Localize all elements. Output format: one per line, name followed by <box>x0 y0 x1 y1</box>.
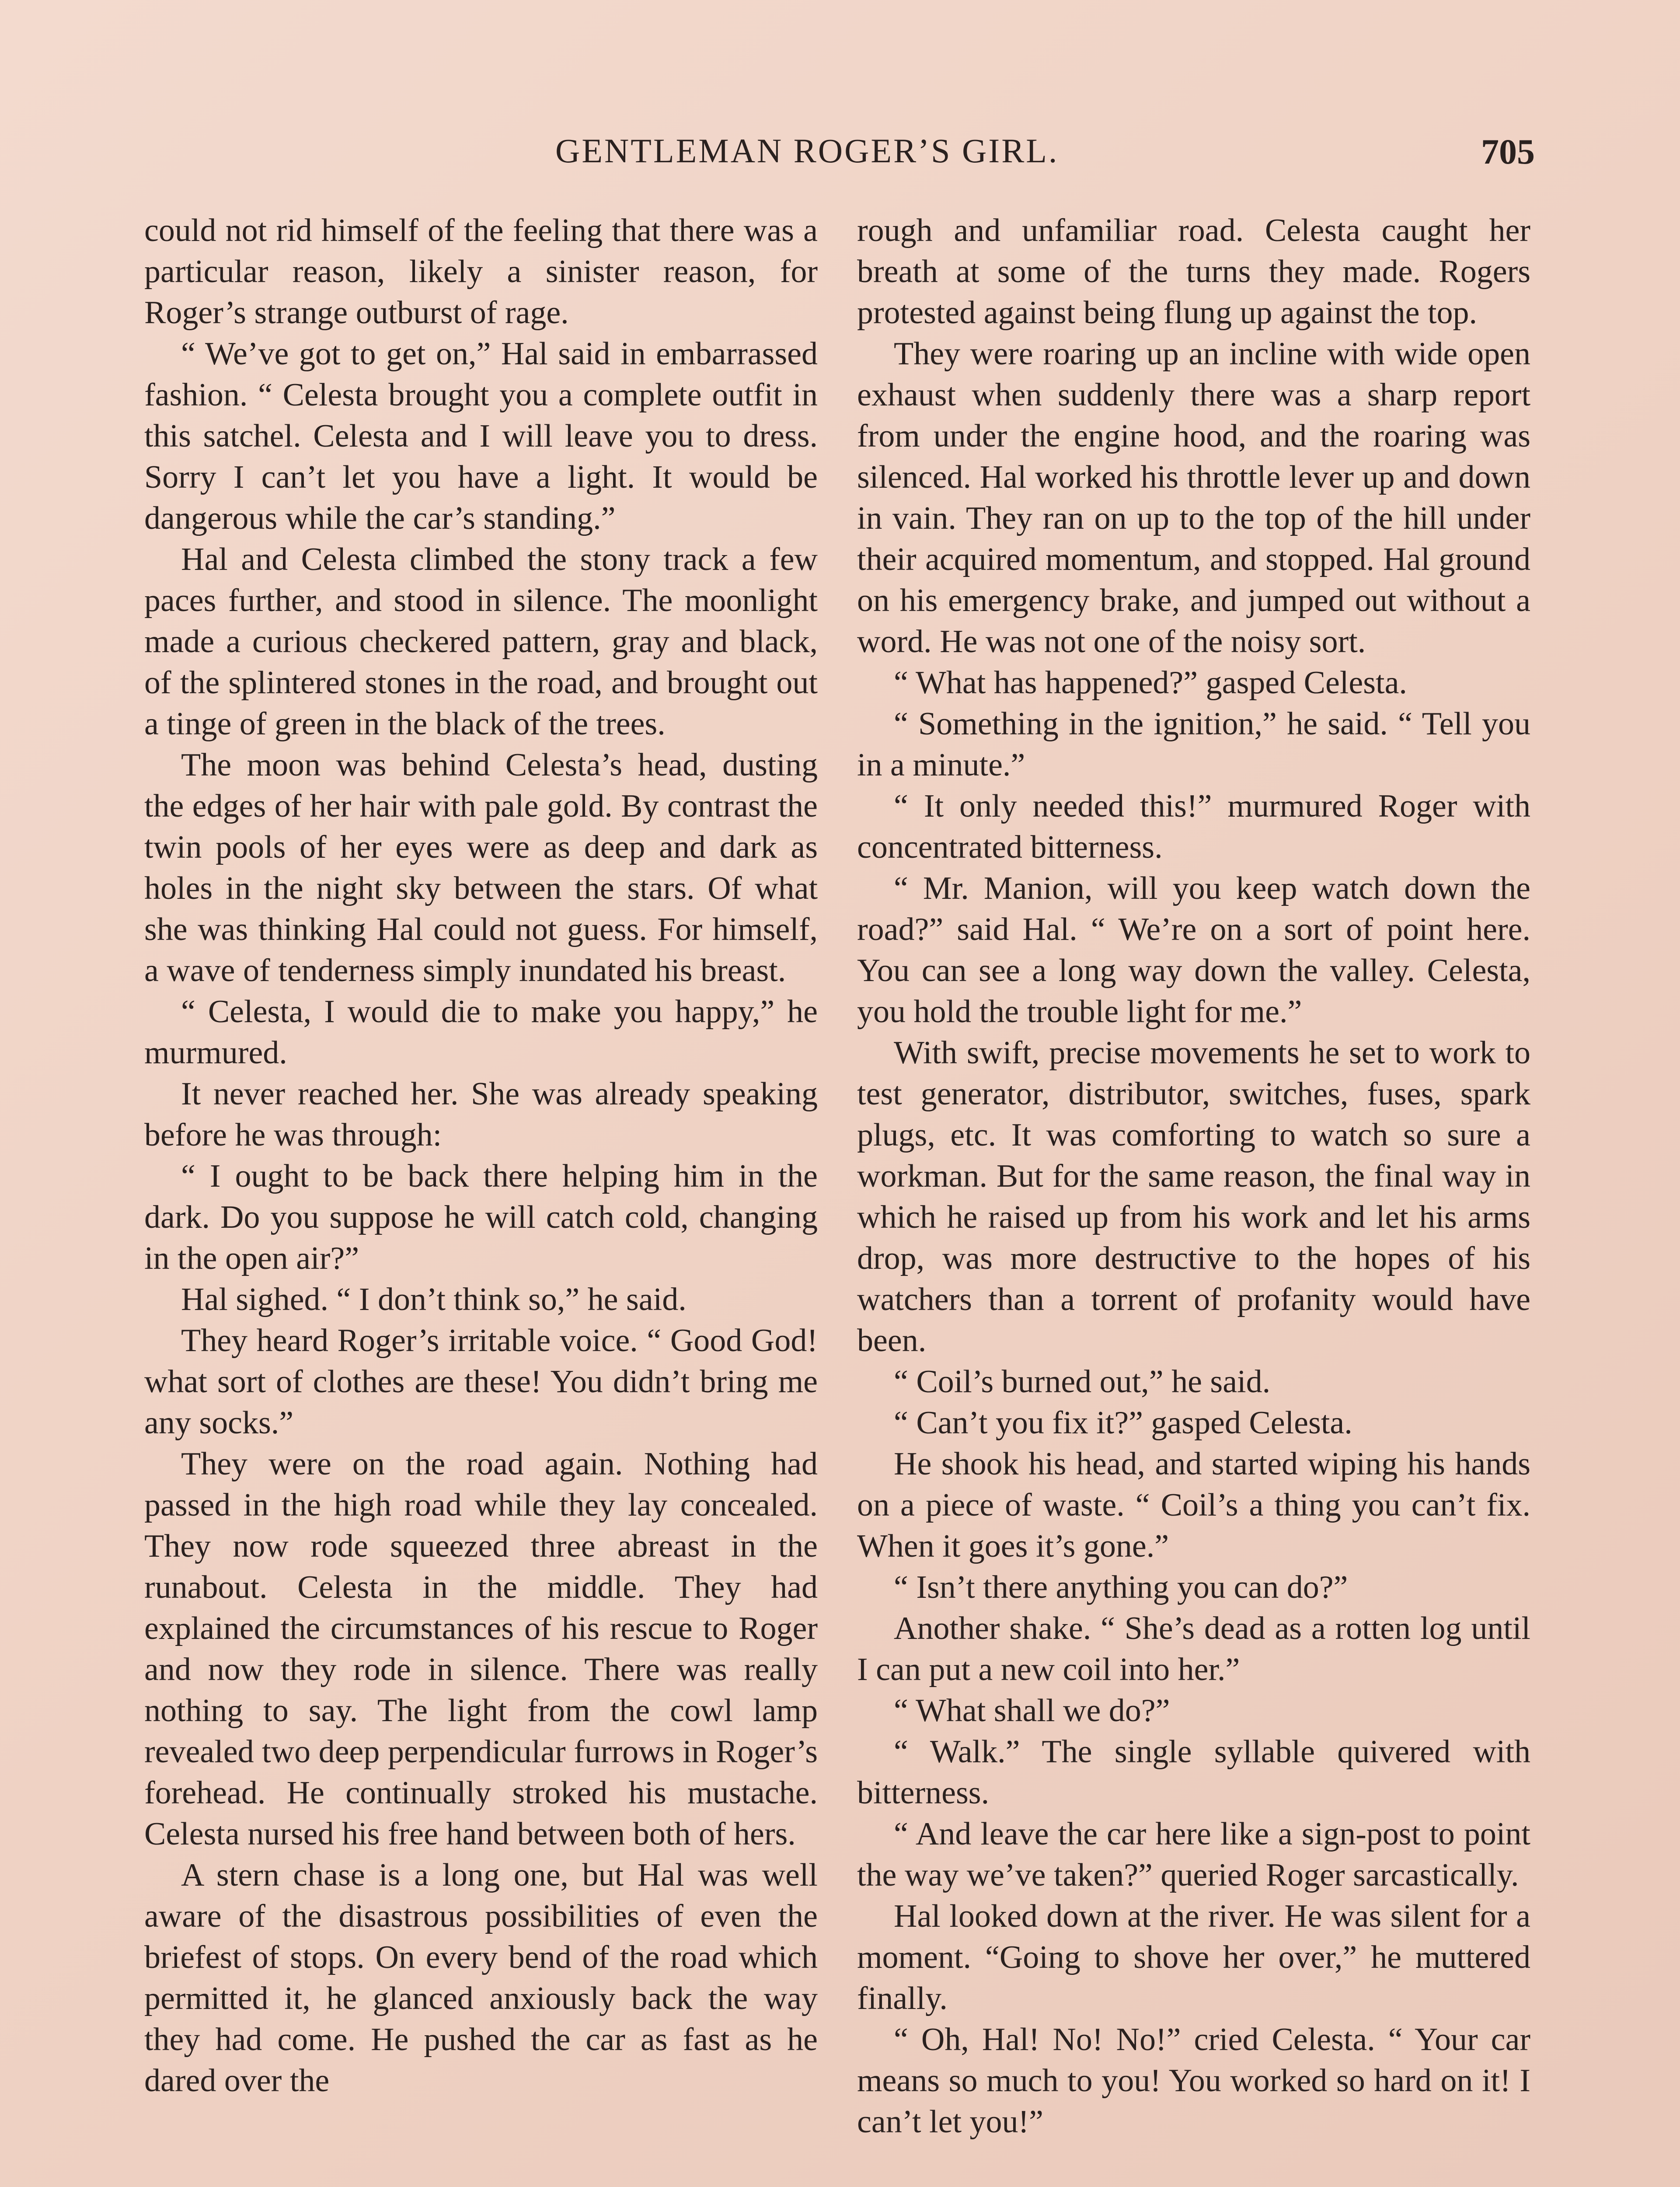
paragraph: “ Walk.” The single syllable quivered with bitterness. <box>857 1734 1530 1811</box>
paragraph: “ Celesta, I would die to make you happy,” he murmured. <box>144 994 818 1071</box>
paragraph: “ Can’t you fix it?” gasped Celesta. <box>894 1405 1352 1441</box>
paragraph: “ It only needed this!” murmured Roger with concentrated bitterness. <box>857 788 1530 865</box>
paragraph: With swift, precise movements he set to work to test generator, distributor, switches, fuses, spark plugs, etc. It was comforting to watch so sure a workman. But for the same reason, the final way in which he raised up from his work and let his arms drop, was more destructive to the hopes of his watchers than a torrent of profanity would have been. <box>857 1035 1530 1359</box>
paragraph: They heard Roger’s irritable voice. “ Good God! what sort of clothes are these! You didn’t bring me any socks.” <box>144 1323 818 1441</box>
paragraph: They were on the road again. Nothing had passed in the high road while they lay concealed. They now rode squeezed three abreast in the runabout. Celesta in the middle. They had explained the circumstances of his rescue to Roger and now they rode in silence. There was really nothing to say. The light from the cowl lamp revealed two deep perpendicular furrows in Roger’s forehead. He continually stroked his mustache. Celesta nursed his free hand between both of hers. <box>144 1446 818 1852</box>
paragraph: could not rid himself of the feeling that there was a particular reason, likely a sinister reason, for Roger’s strange outburst of rage. <box>144 213 818 331</box>
paragraph: rough and unfamiliar road. Celesta caught her breath at some of the turns they made. Rogers protested against being flung up against the top. <box>857 213 1530 331</box>
page-header <box>144 131 1535 184</box>
paragraph: “ We’ve got to get on,” Hal said in embarrassed fashion. “ Celesta brought you a complete outfit in this satchel. Celesta and I will leave you to dress. Sorry I can’t let you have a light. It would be dangerous while the car’s standing.” <box>144 336 818 536</box>
paragraph: Hal sighed. “ I don’t think so,” he said. <box>181 1282 687 1317</box>
paragraph: “ Coil’s burned out,” he said. <box>894 1364 1271 1400</box>
paragraph: Hal and Celesta climbed the stony track a few paces further, and stood in silence. The moonlight made a curious checkered pattern, gray and black, of the splintered stones in the road, and brought out a tinge of green in the black of the trees. <box>144 542 818 742</box>
paragraph: “ What has happened?” gasped Celesta. <box>894 665 1407 701</box>
paragraph: “ Mr. Manion, will you keep watch down the road?” said Hal. “ We’re on a sort of point here. You can see a long way down the valley. Celesta, you hold the trouble light for me.” <box>857 870 1530 1030</box>
paragraph: “ Isn’t there anything you can do?” <box>894 1569 1348 1605</box>
paragraph: A stern chase is a long one, but Hal was well aware of the disastrous possibilities of even the briefest of stops. On every bend of the road which permitted it, he glanced anxiously back the way they had come. He pushed the car as fast as he dared over the <box>144 1857 818 2099</box>
paragraph: Hal looked down at the river. He was silent for a moment. “Going to shove her over,” he muttered finally. <box>857 1898 1530 2016</box>
page-number: 705 <box>1481 132 1535 171</box>
paragraph: “ And leave the car here like a sign-post to point the way we’ve taken?” queried Roger sarcastically. <box>857 1816 1530 1893</box>
paragraph: “ I ought to be back there helping him in the dark. Do you suppose he will catch cold, changing in the open air?” <box>144 1158 818 1276</box>
paragraph: “ Something in the ignition,” he said. “ Tell you in a minute.” <box>857 706 1530 783</box>
running-title: GENTLEMAN ROGER’S GIRL. <box>555 132 1059 170</box>
paragraph: “ What shall we do?” <box>894 1693 1170 1729</box>
paragraph: “ Oh, Hal! No! No!” cried Celesta. “ Your car means so much to you! You worked so hard on it! I can’t let you!” <box>857 2022 1530 2140</box>
paragraph: Another shake. “ She’s dead as a rotten log until I can put a new coil into her.” <box>857 1611 1530 1687</box>
right-column <box>857 210 1530 2142</box>
left-column <box>144 210 818 2101</box>
paragraph: He shook his head, and started wiping his hands on a piece of waste. “ Coil’s a thing you can’t fix. When it goes it’s gone.” <box>857 1446 1530 1564</box>
paragraph: It never reached her. She was already speaking before he was through: <box>144 1076 818 1153</box>
paragraph: They were roaring up an incline with wide open exhaust when suddenly there was a sharp report from under the engine hood, and the roaring was silenced. Hal worked his throttle lever up and down in vain. They ran on up to the top of the hill under their acquired momentum, and stopped. Hal ground on his emergency brake, and jumped out without a word. He was not one of the noisy sort. <box>857 336 1530 660</box>
paragraph: The moon was behind Celesta’s head, dusting the edges of her hair with pale gold. By contrast the twin pools of her eyes were as deep and dark as holes in the night sky between the stars. Of what she was thinking Hal could not guess. For himself, a wave of tenderness simply inundated his breast. <box>144 747 818 989</box>
